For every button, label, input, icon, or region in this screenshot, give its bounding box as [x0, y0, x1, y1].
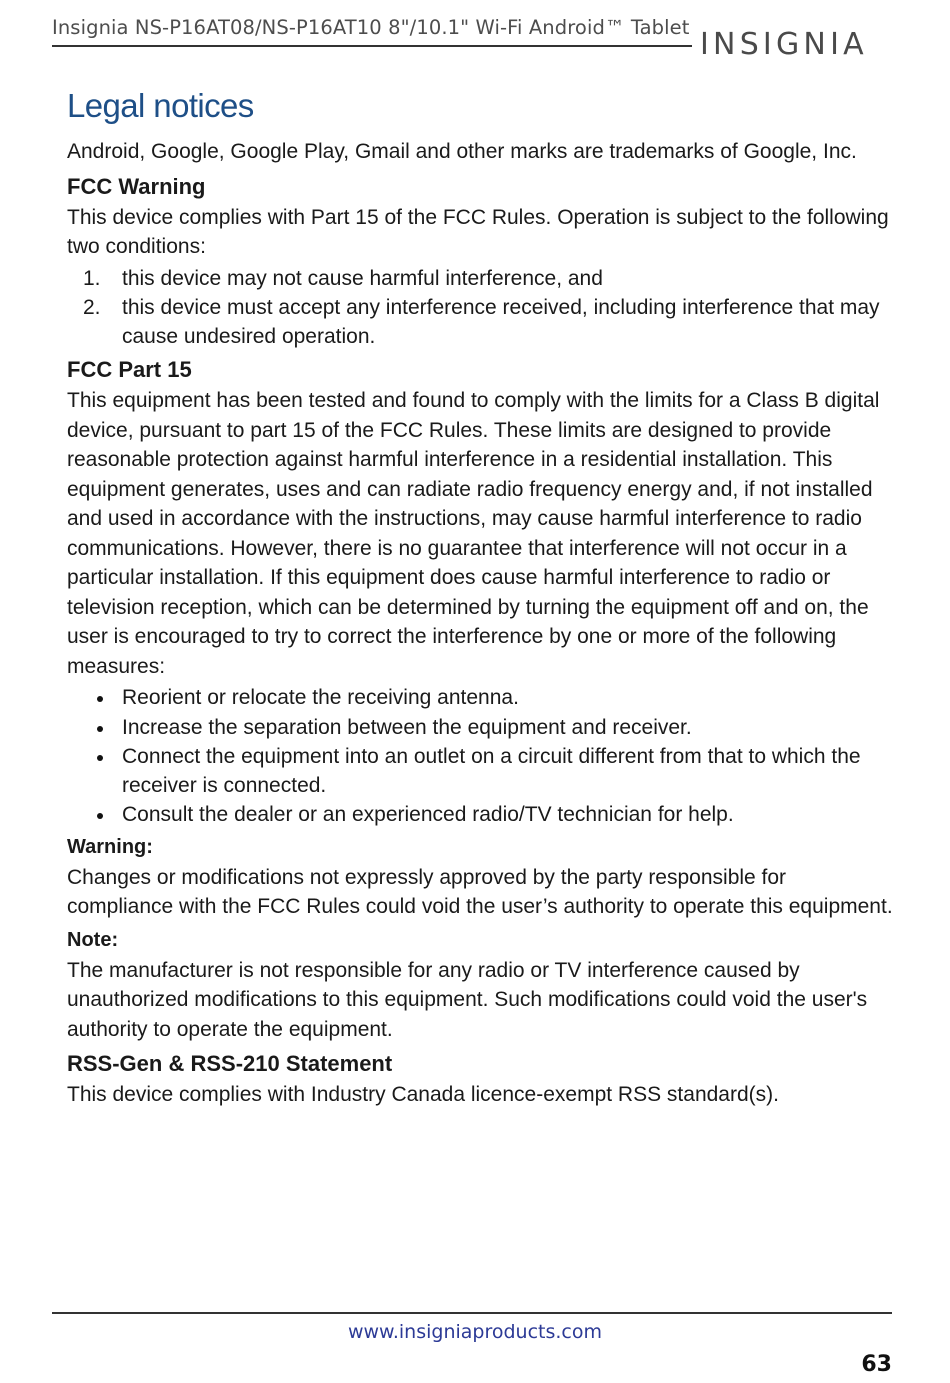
rss-body: This device complies with Industry Canada licence-exempt RSS standard(s). [67, 1083, 779, 1106]
insignia-logo: INSIGNIA [700, 27, 868, 62]
fcc-part15-heading: FCC Part 15 [67, 357, 192, 382]
list-item [67, 684, 897, 713]
list-item [67, 714, 897, 743]
note-heading: Note: [67, 928, 119, 951]
conditions-list [67, 265, 897, 352]
list-item-text: this device must accept any interference received, including interference that may cause undesired operation. [122, 296, 880, 348]
warning-heading: Warning: [67, 835, 153, 858]
list-item-text: Connect the equipment into an outlet on a circuit different from that to which the receiver is connected. [122, 745, 861, 797]
list-number: 2. [83, 296, 101, 319]
bullet-icon [97, 755, 103, 761]
fcc-part15-body: This equipment has been tested and found to comply with the limits for a Class B digital device, pursuant to part 15 of the FCC Rules. These limits are designed to provide reasonable protection against harmful interference in a residential installation. This equipment generates, uses and can radiate radio frequency energy and, if not installed and used in accordance with the instructions, may cause harmful interference to radio communications. However, there is no guarantee that interference will not occur in a particular installation. If this equipment does cause harmful interference to radio or television reception, which can be determined by turning the equipment off and on, the user is encouraged to try to correct the interference by one or more of the following measures: [67, 389, 880, 678]
list-item-text: Reorient or relocate the receiving antenna. [122, 686, 519, 709]
warning-body: Changes or modifications not expressly approved by the party responsible for compliance with the FCC Rules could void the user’s authority to operate this equipment. [67, 865, 893, 918]
list-item-text: Consult the dealer or an experienced radio/TV technician for help. [122, 803, 734, 826]
document-header-title: Insignia NS-P16AT08/NS-P16AT10 8"/10.1" Wi-Fi Android™ Tablet [52, 16, 690, 39]
list-item-text: Increase the separation between the equipment and receiver. [122, 715, 692, 739]
measures-list [67, 684, 897, 830]
trademark-paragraph: Android, Google, Google Play, Gmail and other marks are trademarks of Google, Inc. [67, 140, 857, 163]
list-number: 1. [83, 266, 101, 290]
fcc-warning-intro: This device complies with Part 15 of the FCC Rules. Operation is subject to the following two conditions: [67, 205, 889, 258]
list-item [67, 265, 897, 294]
header-rule [52, 45, 692, 47]
page-number: 63 [861, 1352, 892, 1377]
list-item [67, 743, 897, 800]
page-title: Legal notices [67, 87, 254, 124]
fcc-warning-heading: FCC Warning [67, 173, 206, 199]
list-item-text: this device may not cause harmful interference, and [122, 266, 603, 290]
list-item [67, 801, 897, 830]
rss-heading: RSS-Gen & RSS-210 Statement [67, 1051, 393, 1076]
bullet-icon [97, 696, 103, 702]
footer-rule [52, 1312, 892, 1314]
footer-url-link[interactable]: www.insigniaproducts.com [347, 1321, 603, 1343]
bullet-icon [97, 813, 103, 819]
bullet-icon [97, 726, 103, 732]
page-content [67, 84, 897, 1110]
list-item [67, 294, 897, 351]
note-body: The manufacturer is not responsible for any radio or TV interference caused by unauthorized modifications to this equipment. Such modifications could void the user's authority to operate the equipment. [67, 958, 868, 1041]
